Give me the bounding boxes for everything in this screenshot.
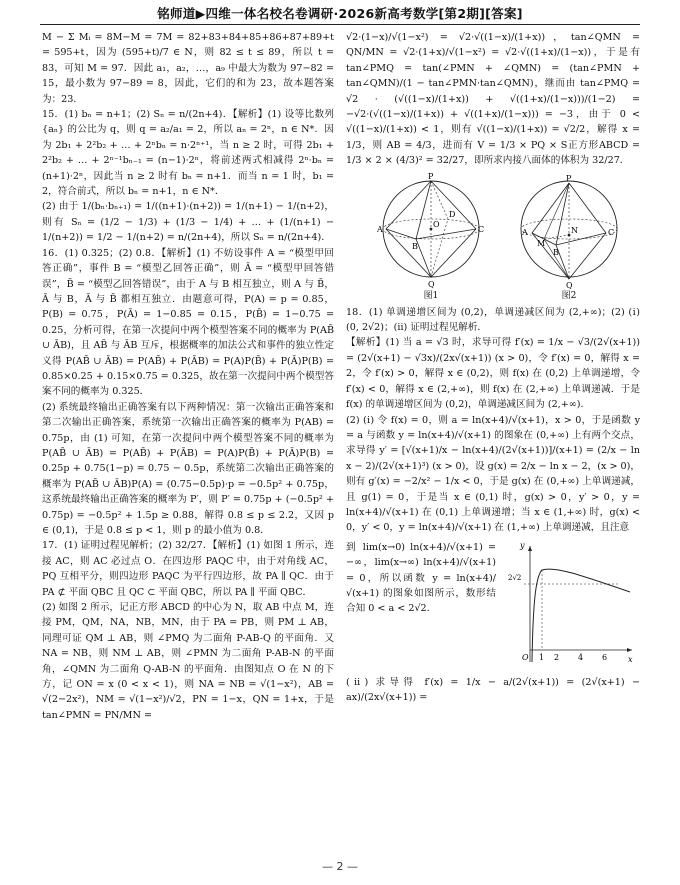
tick-1: 1 [539,652,545,662]
tick-2sqrt2: 2√2 [508,573,522,582]
fig2-label-b: B [553,247,559,257]
label-d: D [449,209,456,219]
label-p: P [428,171,434,181]
left-column [42,30,334,723]
graph-block [346,540,640,675]
function-graph [508,540,636,668]
axis-y-label: y [520,540,525,550]
label-o: O [433,219,440,229]
octahedron-sphere-figure-2 [514,171,624,289]
label-b: B [412,241,418,251]
tick-6: 6 [602,652,608,662]
fig2-label-m: M [537,238,546,248]
answer-16: 16．(1) 0.325；(2) 0.8．【解析】(1) 不妨设事件 A = “模型甲回答正确”，事件 B = “模型乙回答正确”，则 Ā = “模型甲回答错误”，B̄ = “模型乙回答错误”，由于 A 与 B 相互独立，则 A 与 B̄，Ā 与 B，Ā 与 B̄ 都相互独立．由题意可得，P(A) = p = 0.85，P(B) = 0.75，P(Ā) = 1−0.85 = 0.15，P(B̄) = 1−0.75 = 0.25，分析可得，在第一次提问中两个模型答案不同的概率为 P(AB̄ ∪ ĀB)，且 AB̄ 与 ĀB 互斥，根据概率的加法公式和事件的独立性定义得 P(AB̄ ∪ ĀB) = P(AB̄) + P(ĀB) = P(A)P(B̄) + P(Ā)P(B) = 0.85×0.25 + 0.15×0.75 = 0.325，故在第一次提问中两个模型答案不同的概率为 0.325． [42,247,334,398]
answer-18-part1: 【解析】(1) 当 a = √3 时，求导可得 f′(x) = 1/x − √3/(2√(x+1)) = (2√(x+1) − √3x)/(2x√(x+1)) (x > 0)，令 f′(x) = 0，解得 x = 2，令 f′(x) > 0，解得 x ∈ (0,2)，则 f(x) 在 (0,2) 上单调递增，令 f′(x) < 0，解得 x ∈ (2,+∞)，则 f(x) 在 (2,+∞) 上单调递减．于是 f(x) 的单调递增区间为 (0,2)，单调递减区间为 (2,+∞)． [346,337,640,411]
octahedron-sphere-figure-1 [376,171,486,289]
label-q: Q [428,279,435,289]
page-number: — 2 — [322,860,358,873]
fig2-label-q: Q [566,280,573,289]
figure-1 [376,171,486,289]
answer-16-part2: (2) 系统最终输出正确答案有以下两种情况：第一次输出正确答案和第二次输出正确答案，系统第一次输出正确答案的概率为 P(AB) = 0.75p，由 (1) 可知，在第一次提问中两个模型答案不同的概率为 P(AB̄ ∪ ĀB) = P(AB̄) + P(ĀB) = P(A)P(B̄) + P(Ā)P(B) = 0.25p + 0.75(1−p) = 0.75 − 0.5p，系统第二次输出正确答案的概率为 P(AB̄ ∪ ĀB)P(A) = (0.75−0.5p)·p = −0.5p² + 0.75p，这系统最终输出正确答案的概率为 P′，则 P′ = 0.75p + (−0.5p² + 0.75p) = −0.5p² + 1.5p ≥ 0.88，解得 0.8 ≤ p ≤ 2.2，又因 p ∈ (0,1)，于是 0.8 ≤ p < 1，则 p 的最小值为 0.8． [42,401,334,536]
figure-1-caption: 图1 [423,290,439,301]
answer-15: 15．(1) bₙ = n+1；(2) Sₙ = n/(2n+4)．【解析】(1) 设等比数列 {aₙ} 的公比为 q，则 q = a₂/a₁ = 2，所以 aₙ = 2ⁿ，n ∈ N*．因为 2b₁ + 2²b₂ + … + 2ⁿbₙ = n·2ⁿ⁺¹，当 n ≥ 2 时，可得 2b₁ + 2²b₂ + … + 2ⁿ⁻¹bₙ₋₁ = (n−1)·2ⁿ，将前述两式相减得 2ⁿ·bₙ = (n+1)·2ⁿ，因此当 n ≥ 2 时有 bₙ = n+1．而当 n = 1 时，b₁ = 2，符合前式，所以 bₙ = n+1，n ∈ N*． [42,109,334,198]
tick-4: 4 [578,652,584,662]
answer-15-part2: (2) 由于 1/(bₙ·bₙ₊₁) = 1/((n+1)·(n+2)) = 1/(n+1) − 1/(n+2)，则有 Sₙ = (1/2 − 1/3) + (1/3 − 1/4) + … + (1/(n+1) − 1/(n+2)) = 1/2 − 1/(n+2) = n/(2n+4)，所以 Sₙ = n/(2n+4)． [42,201,334,244]
figure-2-caption: 图2 [561,290,577,301]
fig2-label-c: C [608,227,615,237]
label-c: C [478,224,485,234]
page-header [40,6,640,25]
fig2-label-a: A [522,227,528,237]
figure-2 [514,171,624,289]
answer-17-part2: (2) 如图 2 所示，记正方形 ABCD 的中心为 N，取 AB 中点 M，连接 PM，QM，NA，NB，MN，由于 PA = PB，则 PM ⊥ AB，同理可证 QM ⊥ AB，则 ∠PMQ 为二面角 P-AB-Q 的平面角．又 NA = NB，则 NM ⊥ AB，则 ∠PMN 为二面角 P-AB-N 的平面角，∠QMN 为二面角 Q-AB-N 的平面角．由图知点 O 在 N 的下方，记 ON = x (0 < x < 1)，则 NA = NB = √(1−x²)，AB = √(2−2x²)，NM = √(1−x²)/√2，PN = 1−x，QN = 1+x，于是 tan∠PMN = PN/MN = [42,602,334,721]
answer-14-tail: M − Σ Mᵢ = 8M−M = 7M = 82+83+84+85+86+87+89+t = 595+t，因为 (595+t)/7 ∈ N，则 82 ≤ t ≤ 89，所以 t = 83，可知 M = 97．因此 a₁，a₂，…，a₉ 中最大为数为 97−82 = 15，最小数为 97−89 = 8，因此，它们的和为 23，故本题答案为：23． [42,32,334,105]
label-a: A [377,224,383,234]
fig2-label-n: N [571,225,578,235]
answer-17: 17．(1) 证明过程见解析；(2) 32/27．【解析】(1) 如图 1 所示，连接 AC，则 AC 必过点 O．在四边形 PAQC 中，由于对角线 AC，PQ 互相平分，则四边形 PAQC 为平行四边形，故 PA ∥ QC．由于 PA ⊄ 平面 QBC 且 QC ⊂ 平面 QBC，所以 PA ∥ 平面 QBC． [42,540,334,598]
tick-2: 2 [554,652,560,662]
right-column [346,30,640,706]
answer-18-part3: (ⅱ) 求导得 f′(x) = 1/x − a/(2√(x+1)) = (2√(x+1) − ax)/(2x√(x+1)) = [346,676,640,704]
origin-label: O [522,652,529,662]
figures-row [346,171,640,301]
answer-18: 18．(1) 单调递增区间为 (0,2)，单调递减区间为 (2,+∞)；(2) (ⅰ) (0, 2√2)；(ⅱ) 证明过程见解析． [346,306,640,334]
answer-17-continued: √2·(1−x)/√(1−x²) = √2·√((1−x)/(1+x))，tan∠QMN = QN/MN = √2·(1+x)/√(1−x²) = √2·√((1+x)/(1−x))，于是有 tan∠PMQ = tan(∠PMN + ∠QMN) = (tan∠PMN + tan∠QMN)/(1 − tan∠PMN·tan∠QMN)，继而由 tan∠PMQ = √2 · (√((1−x)/(1+x)) + √((1+x)/(1−x)))/(1−2) = −√2·(√((1−x)/(1+x)) + √((1+x)/(1−x))) = −3，由于 0 < √((1−x)/(1+x)) < 1，则有 √((1−x)/(1+x)) = √2/2，解得 x = 1/3，则 AB = 4/3，进而有 V = 1/3 × PQ × S正方形ABCD = 1/3 × 2 × (4/3)² = 32/27，即所求内接八面体的体积为 32/27． [346,32,640,167]
fig2-label-p: P [566,173,572,183]
answer-18-part2: (2) (ⅰ) 令 f(x) = 0，则 a = ln(x+4)/√(x+1)，x > 0，于是函数 y = a 与函数 y = ln(x+4)/√(x+1) 的图象在 (0,+∞) 上有两个交点，求导得 y′ = [√(x+1)/x − ln(x+4)/(2√(x+1))]/(x+1) = (2/x − ln x − 2)/(2√(x+1)³) (x > 0)，设 g(x) = 2/x − ln x − 2，(x > 0)，则有 g′(x) = −2/x² − 1/x < 0，于是 g(x) 在 (0,+∞) 上单调递减，且 g(1) = 0，于是当 x ∈ (0,1) 时，g(x) > 0，y′ > 0，y = ln(x+4)/√(x+1) 在 (0,1) 上单调递增；当 x ∈ (1,+∞) 时，g(x) < 0，y′ < 0，y = ln(x+4)/√(x+1) 在 (1,+∞) 上单调递减，且注意 [346,414,640,534]
header-title: 铭师道▶四维一体名校名卷调研·2026新高考数学[第2期][答案] [157,6,523,21]
axis-x-label: x [628,654,633,664]
graph-text: 到 lim(x→0) ln(x+4)/√(x+1) = −∞，lim(x→∞) ln(x+4)/√(x+1) = 0，所以函数 y = ln(x+4)/√(x+1) 的图象如图所示，数形结合知 0 < a < 2√2． [346,541,496,615]
